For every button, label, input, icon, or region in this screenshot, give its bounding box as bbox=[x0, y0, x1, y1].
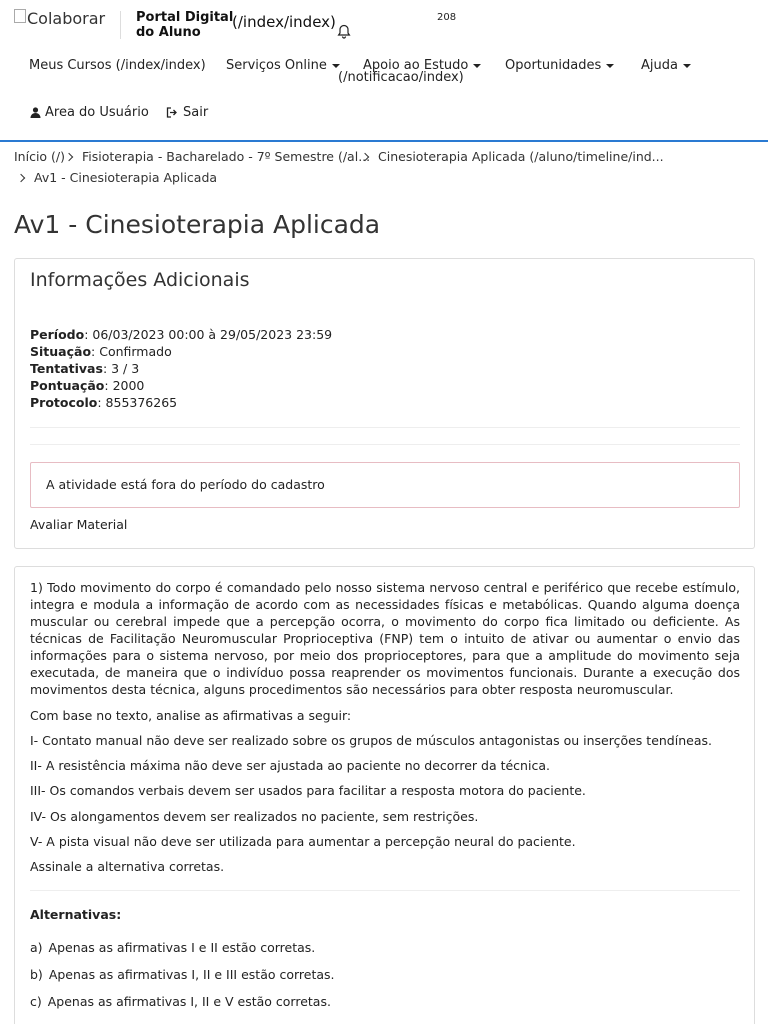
caret-down-icon bbox=[683, 64, 691, 68]
caret-down-icon bbox=[606, 64, 614, 68]
caret-down-icon bbox=[473, 64, 481, 68]
user-icon bbox=[30, 107, 41, 118]
question-closing: Assinale a alternativa corretas. bbox=[30, 859, 225, 874]
breadcrumb-current bbox=[18, 170, 217, 185]
logout-label: Sair bbox=[183, 105, 209, 120]
statement-2: II- A resistência máxima não deve ser ajustada ao paciente no decorrer da técnica. bbox=[30, 758, 550, 773]
info-periodo bbox=[30, 326, 332, 343]
broken-image-icon bbox=[14, 9, 26, 23]
portal-title-line2: do Aluno bbox=[136, 25, 201, 40]
alternative-text: Apenas as afirmativas I, II e V estão corretas. bbox=[47, 994, 331, 1009]
period-alert: A atividade está fora do período do cadastro bbox=[30, 462, 740, 508]
caret-down-icon bbox=[332, 64, 340, 68]
breadcrumb-home[interactable] bbox=[14, 149, 65, 164]
breadcrumb-discipline-label: Cinesioterapia Aplicada (/aluno/timeline/ind... bbox=[378, 149, 664, 164]
user-area-label: Area do Usuário bbox=[45, 105, 149, 120]
nav-oportunidades[interactable] bbox=[505, 58, 614, 73]
nav-apoio-estudo-label: Apoio ao Estudo bbox=[363, 58, 469, 73]
chevron-right-icon bbox=[17, 173, 25, 181]
periodo-value: : 06/03/2023 00:00 à 29/05/2023 23:59 bbox=[84, 327, 333, 342]
alternative-letter: a) bbox=[30, 940, 43, 955]
chevron-right-icon bbox=[65, 152, 73, 160]
portal-title[interactable] bbox=[136, 10, 233, 40]
user-area-link[interactable] bbox=[30, 105, 149, 120]
statement-4: IV- Os alongamentos devem ser realizados no paciente, sem restrições. bbox=[30, 809, 479, 824]
pontuacao-value: : 2000 bbox=[104, 378, 145, 393]
divider bbox=[30, 427, 740, 428]
notification-link[interactable]: (/notificacao/index) bbox=[338, 70, 464, 85]
nav-ajuda[interactable] bbox=[641, 58, 691, 73]
nav-ajuda-label: Ajuda bbox=[641, 58, 678, 73]
question-text: 1) Todo movimento do corpo é comandado pelo nosso sistema nervoso central e periférico que recebe estímulo, integra e modula a informação de acordo com as necessidades físicas e metabólicas. Quando alguma doença muscular ou cerebral impede que a percepção ocorra, o movimento do corpo fica limitado ou deficiente. As técnicas de Facilitação Neuromuscular Proprioceptiva (FNP) tem o intuito de ativar ou aumentar o envio das informações para o sistema nervoso, por meio dos proprioceptores, para que a amplitude do movimento seja executada, de maneira que o indivíduo possa reaprender os movimentos funcionais. Durante a execução dos movimentos desta técnica, alguns procedimentos são necessários para obter resposta neuromuscular. bbox=[30, 580, 740, 697]
chevron-right-icon bbox=[361, 152, 369, 160]
nav-servicos-online[interactable] bbox=[226, 58, 340, 73]
breadcrumb-course[interactable] bbox=[66, 149, 370, 164]
alternative-text: Apenas as afirmativas I e II estão corretas. bbox=[48, 940, 316, 955]
header-separator bbox=[120, 11, 121, 39]
nav-oportunidades-label: Oportunidades bbox=[505, 58, 602, 73]
alternative-letter: b) bbox=[30, 967, 43, 982]
logout-link[interactable] bbox=[166, 105, 208, 120]
notification-count: 208 bbox=[437, 12, 457, 23]
info-pontuacao bbox=[30, 377, 332, 394]
logo-alt-text: Colaborar bbox=[27, 9, 106, 28]
logo[interactable] bbox=[14, 9, 105, 28]
situacao-value: : Confirmado bbox=[91, 344, 172, 359]
situacao-label: Situação bbox=[30, 344, 92, 359]
avaliar-material-link[interactable]: Avaliar Material bbox=[30, 517, 128, 532]
header-divider bbox=[0, 140, 768, 142]
info-tentativas bbox=[30, 360, 332, 377]
info-protocolo bbox=[30, 394, 332, 411]
divider bbox=[30, 444, 740, 445]
breadcrumb-discipline[interactable] bbox=[362, 149, 664, 164]
question-intro: Com base no texto, analise as afirmativas a seguir: bbox=[30, 708, 352, 723]
periodo-label: Período bbox=[30, 327, 85, 342]
protocolo-label: Protocolo bbox=[30, 395, 98, 410]
sign-out-icon bbox=[166, 107, 179, 118]
info-panel-title: Informações Adicionais bbox=[30, 269, 250, 291]
index-link[interactable]: (/index/index) bbox=[232, 13, 336, 31]
alternative-b[interactable] bbox=[30, 967, 335, 982]
nav-servicos-online-label: Serviços Online bbox=[226, 58, 327, 73]
info-situacao bbox=[30, 343, 332, 360]
breadcrumb-current-label: Av1 - Cinesioterapia Aplicada bbox=[34, 170, 218, 185]
statement-1: I- Contato manual não deve ser realizado sobre os grupos de músculos antagonistas ou inserções tendíneas. bbox=[30, 733, 712, 748]
breadcrumb-home-label: Início (/) bbox=[14, 149, 66, 164]
alternative-text: Apenas as afirmativas I, II e III estão corretas. bbox=[48, 967, 335, 982]
portal-title-line1: Portal Digital bbox=[136, 10, 234, 25]
page-title: Av1 - Cinesioterapia Aplicada bbox=[14, 210, 381, 239]
divider bbox=[30, 890, 740, 891]
alternative-a[interactable] bbox=[30, 940, 315, 955]
nav-meus-cursos-label: Meus Cursos (/index/index) bbox=[29, 58, 206, 73]
nav-meus-cursos[interactable] bbox=[29, 58, 206, 73]
statement-3: III- Os comandos verbais devem ser usados para facilitar a resposta motora do paciente. bbox=[30, 783, 586, 798]
bell-icon[interactable] bbox=[337, 24, 351, 39]
question-panel bbox=[14, 566, 755, 1024]
alternative-c[interactable] bbox=[30, 994, 331, 1009]
protocolo-value: : 855376265 bbox=[97, 395, 178, 410]
info-panel bbox=[14, 258, 755, 549]
alternatives-title: Alternativas: bbox=[30, 907, 122, 922]
tentativas-value: : 3 / 3 bbox=[102, 361, 140, 376]
breadcrumb-course-label: Fisioterapia - Bacharelado - 7º Semestre (/al... bbox=[82, 149, 371, 164]
tentativas-label: Tentativas bbox=[30, 361, 103, 376]
info-details bbox=[30, 326, 332, 411]
pontuacao-label: Pontuação bbox=[30, 378, 105, 393]
statement-5: V- A pista visual não deve ser utilizada para aumentar a percepção neural do paciente. bbox=[30, 834, 576, 849]
alternative-letter: c) bbox=[30, 994, 42, 1009]
